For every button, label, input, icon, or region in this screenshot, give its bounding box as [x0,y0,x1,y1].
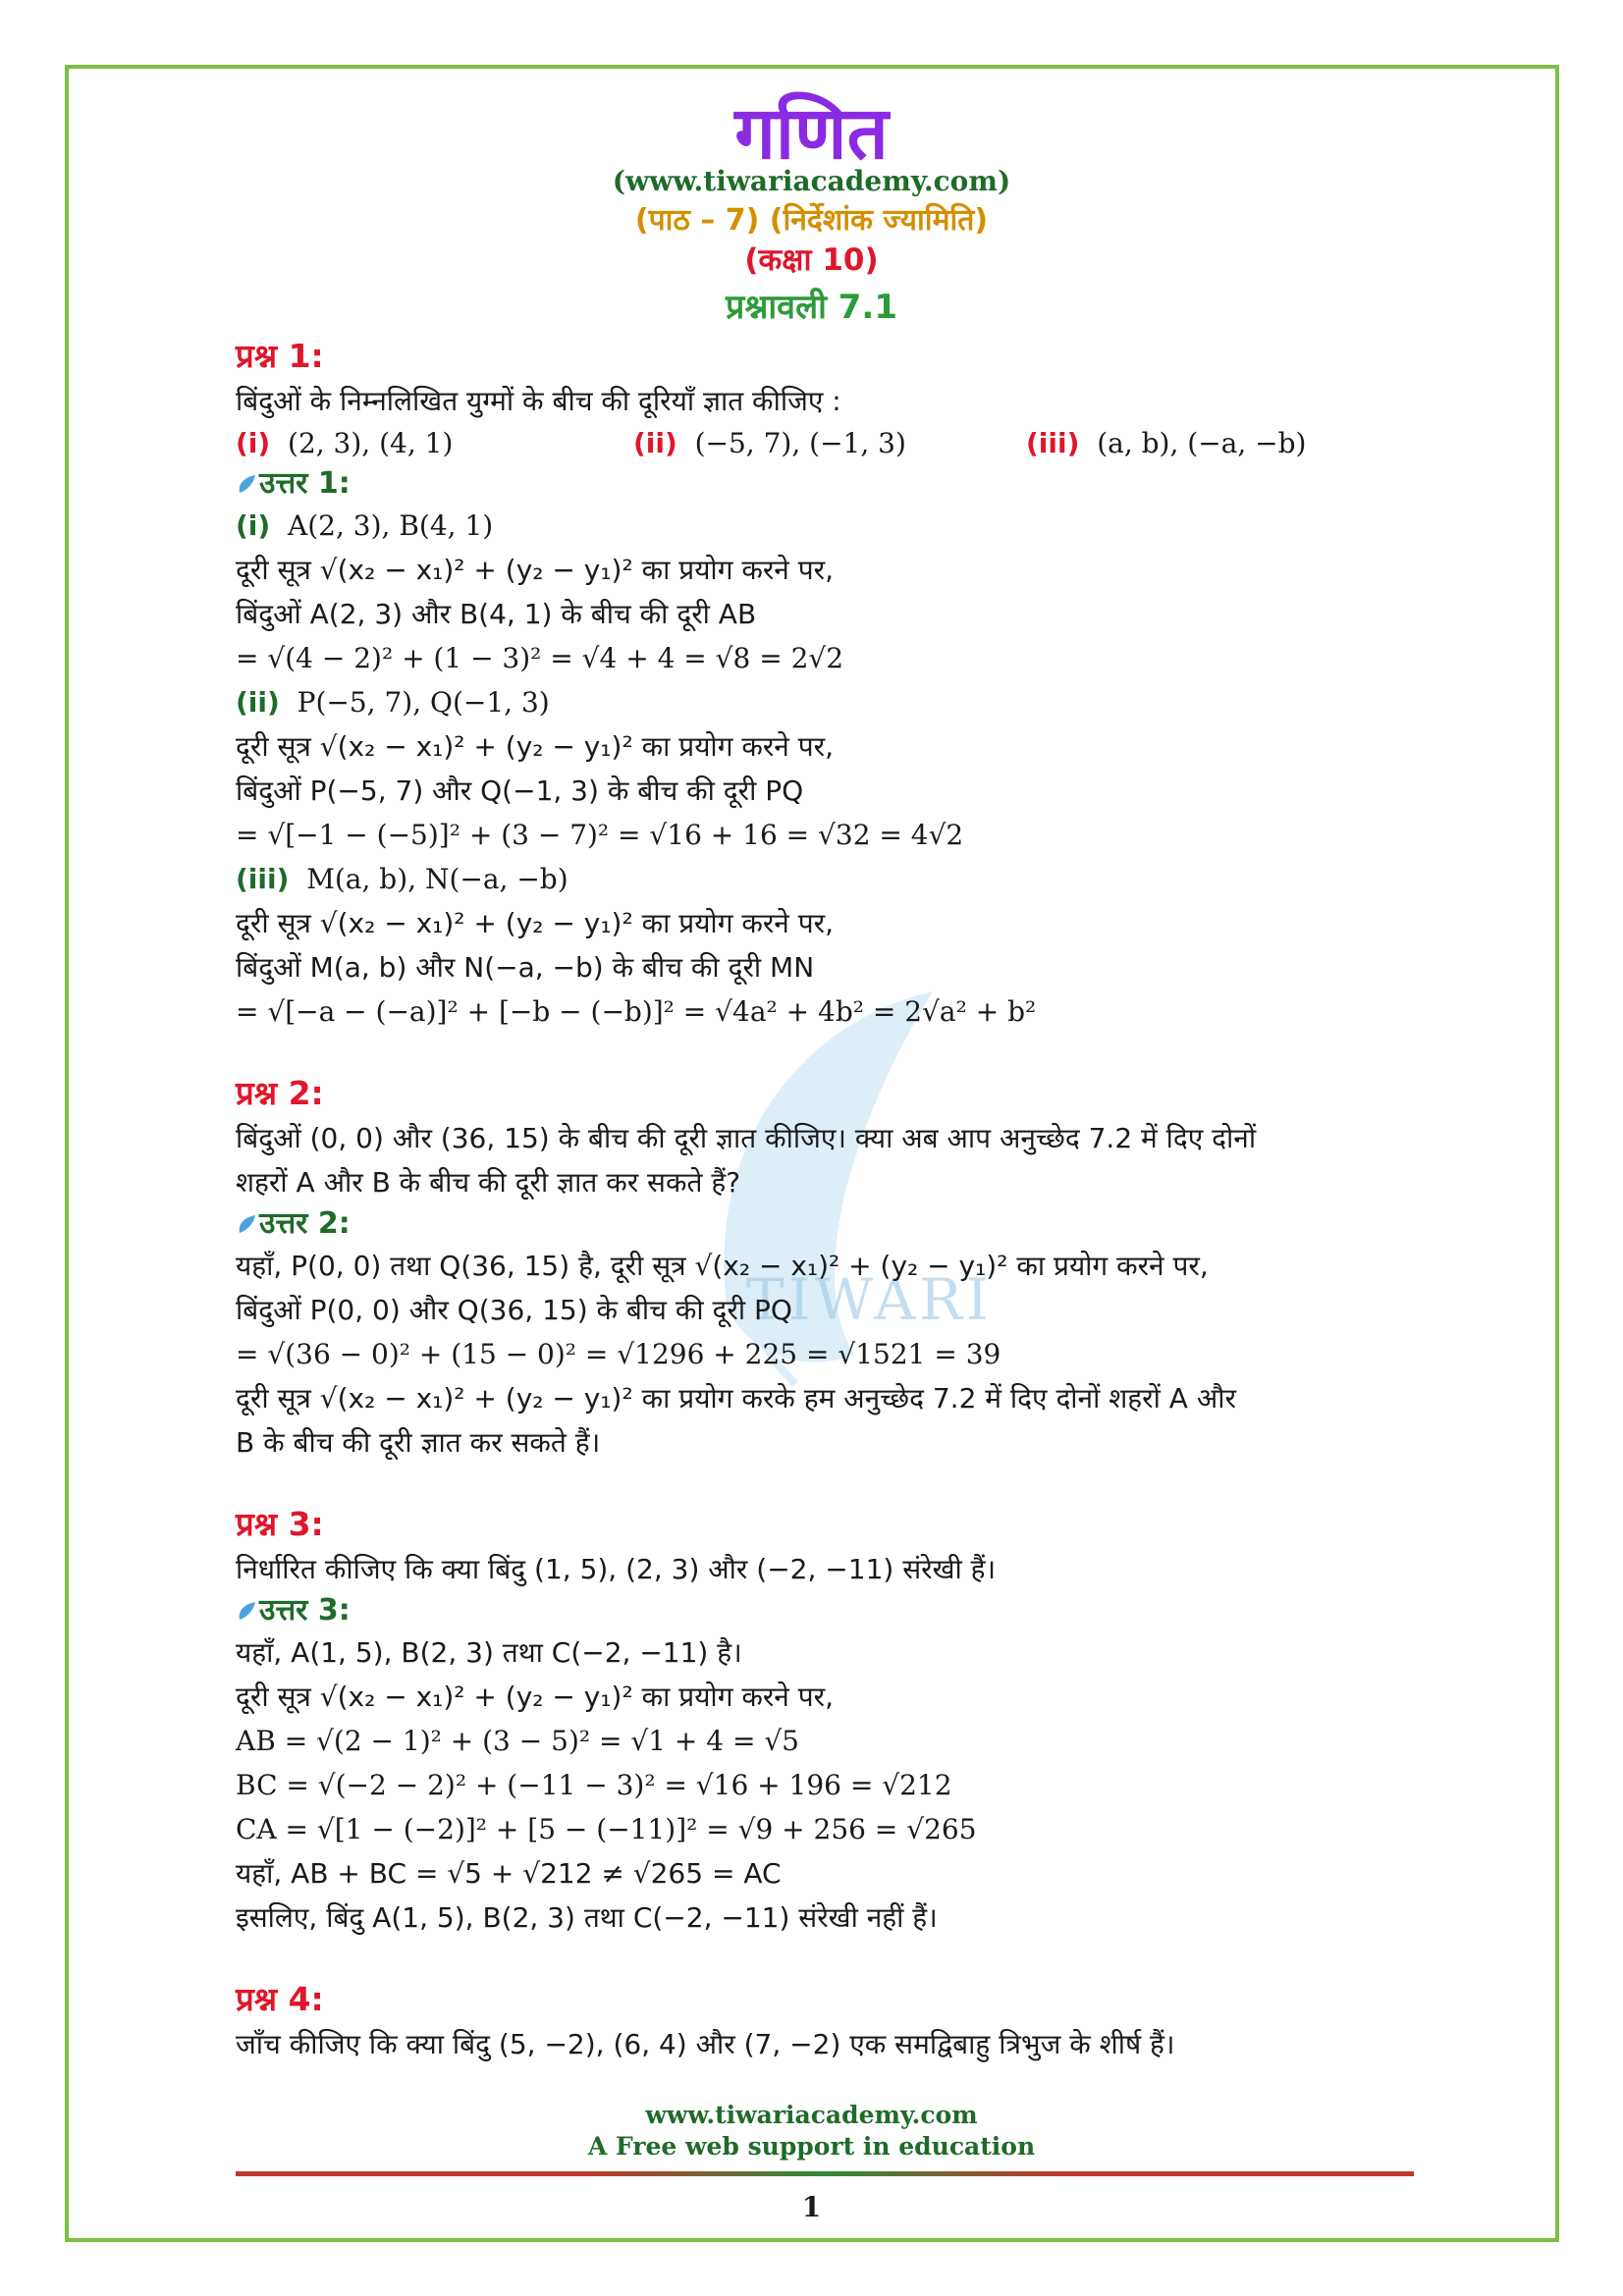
answer-2-line-5: B के बीच की दूरी ज्ञात कर सकते हैं। [236,1426,601,1459]
answer-3-line-6: यहाँ, AB + BC = √5 + √212 ≠ √265 = AC [236,1857,782,1890]
answer-1-ii-between: बिंदुओं P(−5, 7) और Q(−1, 3) के बीच की दूरी PQ [236,774,804,807]
leaf-icon [236,1600,257,1622]
answer-1-i-calc: = √(4 − 2)² + (1 − 3)² = √4 + 4 = √8 = 2√2 [236,642,844,674]
question-3-text: निर्धारित कीजिए कि क्या बिंदु (1, 5), (2, 3) और (−2, −11) संरेखी हैं। [236,1553,997,1585]
answer-1-iii-points: M(a, b), N(−a, −b) [306,863,568,895]
answer-3-line-7: इसलिए, बिंदु A(1, 5), B(2, 3) तथा C(−2, −11) संरेखी नहीं हैं। [236,1901,938,1934]
answer-1-label [236,464,1414,504]
footer-divider [236,2171,1414,2176]
question-4-label: प्रश्न 4: [236,1980,324,2018]
answer-1-ii-formula: दूरी सूत्र √(x₂ − x₁)² + (y₂ − y₁)² का प्रयोग करने पर, [236,730,835,763]
answer-3-line-3: AB = √(2 − 1)² + (3 − 5)² = √1 + 4 = √5 [236,1725,799,1757]
answer-3-label [236,1591,1414,1630]
question-1-parts [236,423,1414,464]
answer-2-text: उत्तर 2: [259,1206,351,1241]
answer-3-text: उत्तर 3: [259,1593,351,1628]
question-1-label: प्रश्न 1: [236,337,324,375]
answer-3-line-4: BC = √(−2 − 2)² + (−11 − 3)² = √16 + 196 = √212 [236,1769,952,1801]
answer-1-iii-formula: दूरी सूत्र √(x₂ − x₁)² + (y₂ − y₁)² का प्रयोग करने पर, [236,907,835,939]
part-ii-points: (−5, 7), (−1, 3) [694,427,906,459]
part-ii-tag: (ii) [633,427,677,459]
answer-1-i-formula: दूरी सूत्र √(x₂ − x₁)² + (y₂ − y₁)² का प्रयोग करने पर, [236,554,835,586]
answer-1-ii-calc: = √[−1 − (−5)]² + (3 − 7)² = √16 + 16 = √32 = 4√2 [236,819,964,851]
answer-1-iii-tag: (iii) [236,863,290,895]
question-2-line-1: बिंदुओं (0, 0) और (36, 15) के बीच की दूरी ज्ञात कीजिए। क्या अब आप अनुच्छेद 7.2 में दिए दोनों [236,1122,1257,1154]
watermark-text: TIWARI [746,1266,993,1333]
answer-1-iii-between: बिंदुओं M(a, b) और N(−a, −b) के बीच की दूरी MN [236,951,815,984]
answer-3-line-2: दूरी सूत्र √(x₂ − x₁)² + (y₂ − y₁)² का प्रयोग करने पर, [236,1681,835,1713]
header-website[interactable]: (www.tiwariacademy.com) [612,165,1011,197]
answer-1-ii-points: P(−5, 7), Q(−1, 3) [297,686,550,719]
part-i-points: (2, 3), (4, 1) [288,427,454,459]
answer-3-line-5: CA = √[1 − (−2)]² + [5 − (−11)]² = √9 + 256 = √265 [236,1813,977,1845]
answer-2-line-2: बिंदुओं P(0, 0) और Q(36, 15) के बीच की दूरी PQ [236,1294,792,1326]
answer-1-i-between: बिंदुओं A(2, 3) और B(4, 1) के बीच की दूरी AB [236,598,757,630]
chapter-heading: (पाठ – 7) (निर्देशांक ज्यामिति) [634,203,989,238]
question-1-text: बिंदुओं के निम्नलिखित युग्मों के बीच की दूरियाँ ज्ञात कीजिए : [236,385,841,417]
exercise-heading: प्रश्नावली 7.1 [725,288,898,327]
question-2-label: प्रश्न 2: [236,1074,324,1112]
answer-1-i-points: A(2, 3), B(4, 1) [288,509,494,542]
part-i-tag: (i) [236,427,271,459]
question-2-line-2: शहरों A और B के बीच की दूरी ज्ञात कर सकते हैं? [236,1166,741,1199]
footer-website[interactable]: www.tiwariacademy.com [645,2101,978,2129]
page-title: गणित [734,91,889,176]
answer-2-line-4: दूरी सूत्र √(x₂ − x₁)² + (y₂ − y₁)² का प्रयोग करके हम अनुच्छेद 7.2 में दिए दोनों शहरों A और [236,1382,1236,1415]
question-3-label: प्रश्न 3: [236,1505,324,1543]
leaf-icon [236,473,257,495]
part-iii-tag: (iii) [1026,427,1080,459]
answer-1-ii-tag: (ii) [236,686,280,719]
question-4-text: जाँच कीजिए कि क्या बिंदु (5, −2), (6, 4) और (7, −2) एक समद्विबाहु त्रिभुज के शीर्ष हैं। [236,2028,1175,2060]
answer-2-line-3: = √(36 − 0)² + (15 − 0)² = √1296 + 225 = √1521 = 39 [236,1338,1001,1370]
content-body [236,326,1414,2066]
footer-tagline: A Free web support in education [587,2132,1036,2161]
answer-1-text: उत्तर 1: [259,466,351,501]
answer-2-line-1: यहाँ, P(0, 0) तथा Q(36, 15) है, दूरी सूत्र √(x₂ − x₁)² + (y₂ − y₁)² का प्रयोग करने पर, [236,1250,1209,1282]
part-iii-points: (a, b), (−a, −b) [1097,427,1307,459]
leaf-icon [236,1213,257,1235]
answer-1-i-tag: (i) [236,509,271,542]
class-heading: (कक्षा 10) [744,242,879,278]
answer-2-label [236,1204,1414,1244]
page-number: 1 [801,2191,822,2223]
answer-1-iii-calc: = √[−a − (−a)]² + [−b − (−b)]² = √4a² + 4b² = 2√a² + b² [236,995,1037,1028]
answer-3-line-1: यहाँ, A(1, 5), B(2, 3) तथा C(−2, −11) है। [236,1636,742,1669]
